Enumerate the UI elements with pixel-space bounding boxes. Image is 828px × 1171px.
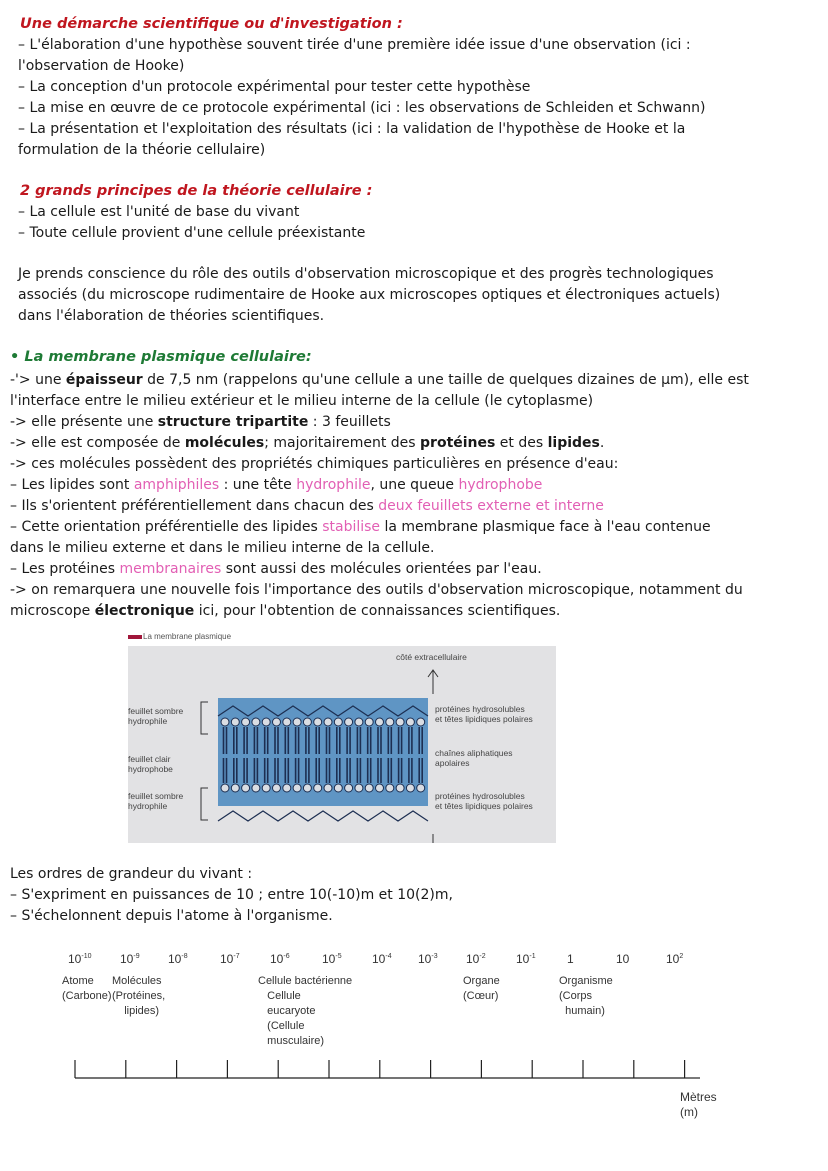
lipid-head [365, 784, 373, 792]
text-line: – La présentation et l'exploitation des résultats (ici : la validation de l'hypothèse de Hooke et la [18, 121, 686, 137]
lipid-head [242, 784, 250, 792]
lipid-head [386, 784, 394, 792]
text-line: – S'échelonnent depuis l'atome à l'organisme. [10, 908, 333, 924]
lipid-head [324, 784, 332, 792]
lipid-head [221, 784, 229, 792]
scale-exponent: $10^2$ [666, 952, 684, 966]
bullet: • [10, 349, 20, 365]
text-line: – Cette orientation préférentielle des lipides stabilise la membrane plasmique face à l'eau contenue [10, 519, 711, 535]
label-organisme: Organisme (Corps humain) [559, 975, 613, 1017]
lipid-head [231, 784, 239, 792]
label-left-middle: feuillet clair hydrophobe [128, 754, 173, 774]
section-title-membrane [10, 347, 312, 368]
membrane-figure [128, 646, 556, 843]
lipid-head [242, 718, 250, 726]
section-title-principes: 2 grands principes de la théorie cellulaire : [20, 183, 373, 199]
lipid-head [406, 718, 414, 726]
lipid-head [314, 784, 322, 792]
text-line: l'interface entre le milieu extérieur et le milieu interne de la cellule (le cytoplasme) [10, 393, 594, 409]
text-line: – Les protéines membranaires sont aussi des molécules orientées par l'eau. [10, 561, 542, 577]
lipid-head [293, 784, 301, 792]
scale-exponent: $10^{-4}$ [372, 952, 392, 966]
lipid-head [252, 718, 260, 726]
lipid-head [283, 718, 291, 726]
text-line: – Toute cellule provient d'une cellule préexistante [18, 225, 366, 241]
lipid-head [355, 718, 363, 726]
label-right-bottom: protéines hydrosolubles et têtes lipidiques polaires [435, 791, 533, 811]
text-line: -> ces molécules possèdent des propriétés chimiques particulières en présence d'eau: [10, 456, 619, 472]
label-right-middle: chaînes aliphatiques apolaires [435, 748, 513, 768]
lipid-head [293, 718, 301, 726]
text-line: – S'expriment en puissances de 10 ; entre 10(-10)m et 10(2)m, [10, 887, 453, 903]
lipid-head [314, 718, 322, 726]
legend-swatch [128, 635, 142, 639]
scale-exponent: $10^{-5}$ [322, 952, 342, 966]
lipid-head [396, 718, 404, 726]
label-molecules: Molécules (Protéines, lipides) [112, 975, 166, 1017]
lipid-head [417, 784, 425, 792]
text-line: – La conception d'un protocole expérimental pour tester cette hypothèse [18, 79, 531, 95]
text-line: microscope électronique ici, pour l'obtention de connaissances scientifiques. [10, 603, 561, 619]
lipid-head [406, 784, 414, 792]
scale-exponent: $10^{-1}$ [516, 952, 536, 966]
lipid-head [334, 718, 342, 726]
text-line: -> elle est composée de molécules; majoritairement des protéines et des lipides. [10, 435, 605, 451]
text-line: – La mise en œuvre de ce protocole expérimental (ici : les observations de Schleiden et Schwann) [18, 100, 706, 116]
lipid-head [273, 784, 281, 792]
lipid-head [303, 718, 311, 726]
text-line: l'observation de Hooke) [18, 58, 185, 74]
membrane-title: La membrane plasmique cellulaire: [24, 349, 312, 365]
scale-exponent: $10^{-2}$ [466, 952, 486, 966]
label-extracellular: côté extracellulaire [396, 652, 467, 662]
lipid-head [334, 784, 342, 792]
lipid-head [345, 718, 353, 726]
text-line: associés (du microscope rudimentaire de Hooke aux microscopes optiques et électroniques actuels) [18, 287, 721, 303]
text-line: – Les lipides sont amphiphiles : une tête hydrophile, une queue hydrophobe [10, 477, 543, 493]
lipid-head [365, 718, 373, 726]
text-line: – L'élaboration d'une hypothèse souvent tirée d'une première idée issue d'une observation (ici : [18, 37, 691, 53]
label-right-top: protéines hydrosolubles et têtes lipidiques polaires [435, 704, 533, 724]
text-line: Je prends conscience du rôle des outils d'observation microscopique et des progrès technologiques [18, 266, 714, 282]
label-atome: Atome (Carbone) [62, 975, 112, 1002]
scale-exponent: $10^{-8}$ [168, 952, 188, 966]
scale-exponent: 1 [567, 952, 574, 966]
lipid-head [345, 784, 353, 792]
lipid-head [355, 784, 363, 792]
text-line: -'> une épaisseur de 7,5 nm (rappelons qu'une cellule a une taille de quelques dizaines de µm), elle est [10, 372, 749, 388]
lipid-head [386, 718, 394, 726]
scale-exponent: $10^{-3}$ [418, 952, 438, 966]
lipid-head [262, 784, 270, 792]
scale-exponent: $10^{-6}$ [270, 952, 290, 966]
membrane-drawing [128, 646, 556, 843]
text-line: – Ils s'orientent préférentiellement dans chacun des deux feuillets externe et interne [10, 498, 604, 514]
lipid-head [252, 784, 260, 792]
orders-title: Les ordres de grandeur du vivant : [10, 866, 253, 882]
lipid-head [376, 718, 384, 726]
section-title-demarche: Une démarche scientifique ou d'investigation : [20, 16, 403, 32]
text-line: dans le milieu externe et dans le milieu interne de la cellule. [10, 540, 435, 556]
label-left-bottom: feuillet sombre hydrophile [128, 791, 184, 811]
label-cellule: Cellule bactérienne Cellule eucaryote (Cellule musculaire) [258, 975, 353, 1047]
scale-unit: Mètres (m) [680, 1090, 717, 1119]
lipid-head [376, 784, 384, 792]
scale-exponent: 10 [616, 952, 630, 966]
text-line: -> elle présente une structure tripartite : 3 feuillets [10, 414, 391, 430]
label-organe: Organe (Cœur) [463, 975, 500, 1002]
scale-exponent: $10^{-10}$ [68, 952, 92, 966]
lipid-head [303, 784, 311, 792]
text-line: formulation de la théorie cellulaire) [18, 142, 266, 158]
scale-exponent: $10^{-7}$ [220, 952, 240, 966]
text-line: – La cellule est l'unité de base du vivant [18, 204, 300, 220]
figure-legend: La membrane plasmique [128, 632, 231, 641]
lipid-head [417, 718, 425, 726]
lipid-head [221, 718, 229, 726]
lipid-head [283, 784, 291, 792]
label-left-top: feuillet sombre hydrophile [128, 706, 184, 726]
text-line: dans l'élaboration de théories scientifiques. [18, 308, 325, 324]
lipid-head [273, 718, 281, 726]
lipid-head [231, 718, 239, 726]
scale-exponent: $10^{-9}$ [120, 952, 140, 966]
lipid-head [262, 718, 270, 726]
lipid-head [324, 718, 332, 726]
lipid-head [396, 784, 404, 792]
text-line: -> on remarquera une nouvelle fois l'importance des outils d'observation microscopique, notamment du [10, 582, 743, 598]
